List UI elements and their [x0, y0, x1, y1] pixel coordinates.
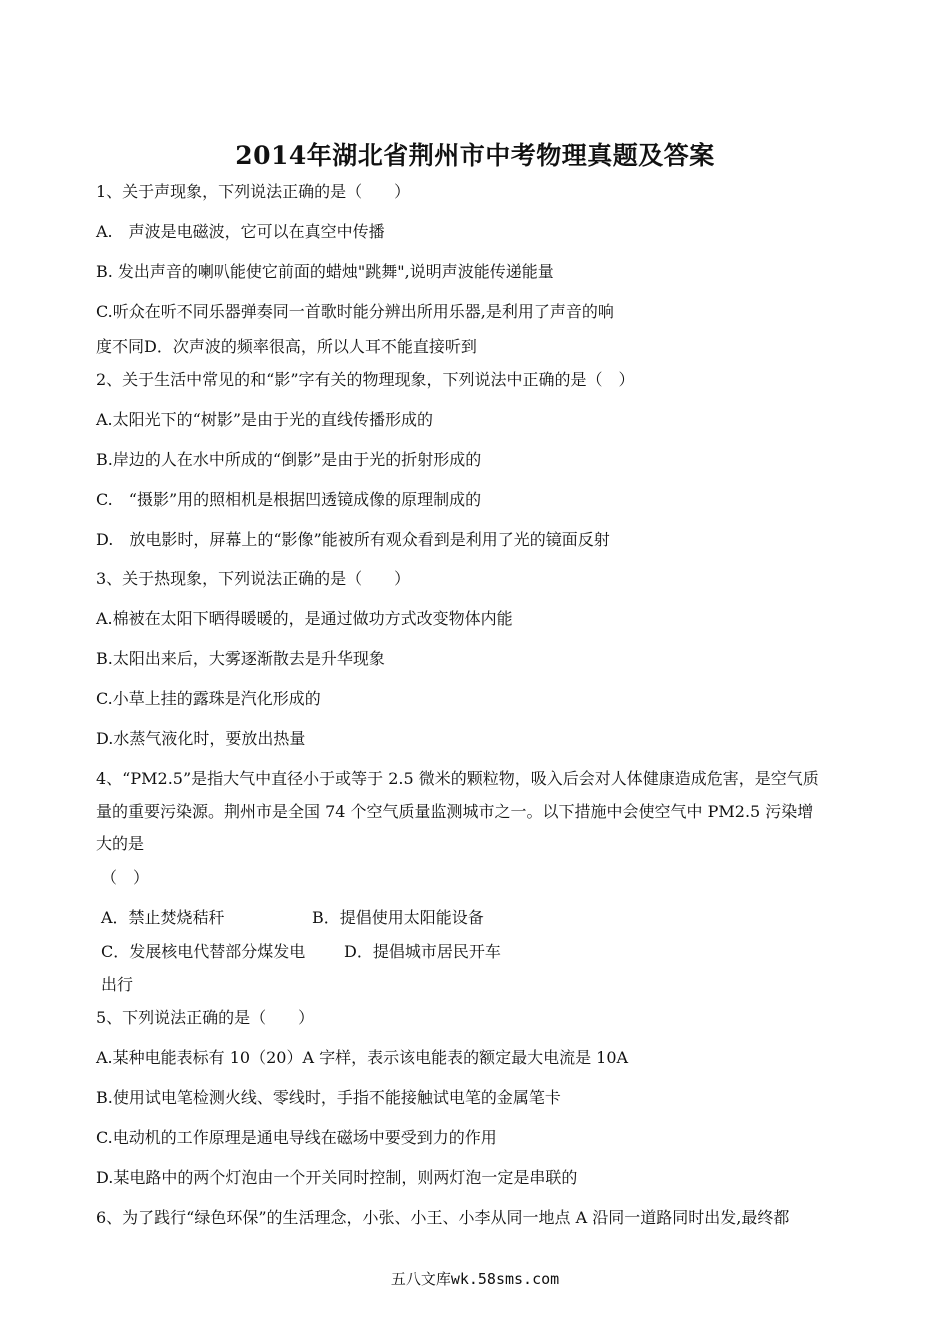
question-5-stem: 5、下列说法正确的是（ ）	[96, 1008, 315, 1027]
question-2-stem: 2、关于生活中常见的和“影”字有关的物理现象，下列说法中正确的是（ ）	[96, 370, 635, 389]
page-title: 2014年湖北省荆州市中考物理真题及答案	[235, 141, 715, 170]
question-1-option-a: A. 声波是电磁波，它可以在真空中传播	[96, 222, 385, 241]
question-2-option-b: B.岸边的人在水中所成的“倒影”是由于光的折射形成的	[96, 450, 482, 469]
question-4-stem-line-1: 4、“PM2.5”是指大气中直径小于或等于 2.5 微米的颗粒物，吸入后会对人体健康造成危害，是空气质	[96, 769, 819, 788]
question-5-option-d: D.某电路中的两个灯泡由一个开关同时控制，则两灯泡一定是串联的	[96, 1168, 578, 1187]
question-3-stem: 3、关于热现象，下列说法正确的是（ ）	[96, 569, 411, 588]
question-4-option-d: D．提倡城市居民开车	[344, 942, 501, 961]
question-5-option-a: A.某种电能表标有 10（20）A 字样，表示该电能表的额定最大电流是 10A	[96, 1048, 629, 1067]
question-1-option-b: B. 发出声音的喇叭能使它前面的蜡烛"跳舞",说明声波能传递能量	[96, 262, 554, 281]
question-1-option-c-continued: 度不同D．次声波的频率很高，所以人耳不能直接听到	[96, 337, 477, 356]
question-3-option-a: A.棉被在太阳下晒得暖暖的，是通过做功方式改变物体内能	[96, 609, 513, 628]
question-4-answer-paren: （ ）	[101, 868, 150, 887]
question-6-stem: 6、为了践行“绿色环保”的生活理念，小张、小王、小李从同一地点 A 沿同一道路同时出发,最终都	[96, 1208, 790, 1227]
question-4-stem-line-3: 大的是	[96, 834, 145, 853]
question-4-option-d-continued: 出行	[101, 975, 134, 994]
question-2-option-d: D. 放电影时，屏幕上的“影像”能被所有观众看到是利用了光的镜面反射	[96, 530, 610, 549]
question-4-option-c: C．发展核电代替部分煤发电	[101, 942, 306, 961]
question-4-option-b: B．提倡使用太阳能设备	[312, 908, 484, 927]
footer-watermark: 五八文库wk.58sms.com	[390, 1270, 560, 1288]
question-3-option-c: C.小草上挂的露珠是汽化形成的	[96, 689, 321, 708]
question-2-option-a: A.太阳光下的“树影”是由于光的直线传播形成的	[96, 410, 434, 429]
question-3-option-b: B.太阳出来后，大雾逐渐散去是升华现象	[96, 649, 385, 668]
question-3-option-d: D.水蒸气液化时，要放出热量	[96, 729, 306, 748]
question-2-option-c: C. “摄影”用的照相机是根据凹透镜成像的原理制成的	[96, 490, 482, 509]
question-1-option-c: C.听众在听不同乐器弹奏同一首歌时能分辨出所用乐器,是利用了声音的响	[96, 302, 614, 321]
question-5-option-c: C.电动机的工作原理是通电导线在磁场中要受到力的作用	[96, 1128, 497, 1147]
question-4-stem-line-2: 量的重要污染源。荆州市是全国 74 个空气质量监测城市之一。以下措施中会使空气中 PM2.5 污染增	[96, 802, 814, 821]
question-1-stem: 1、关于声现象，下列说法正确的是（ ）	[96, 182, 411, 201]
question-5-option-b: B.使用试电笔检测火线、零线时，手指不能接触试电笔的金属笔卡	[96, 1088, 561, 1107]
question-4-option-a: A．禁止焚烧秸秆	[101, 908, 225, 927]
